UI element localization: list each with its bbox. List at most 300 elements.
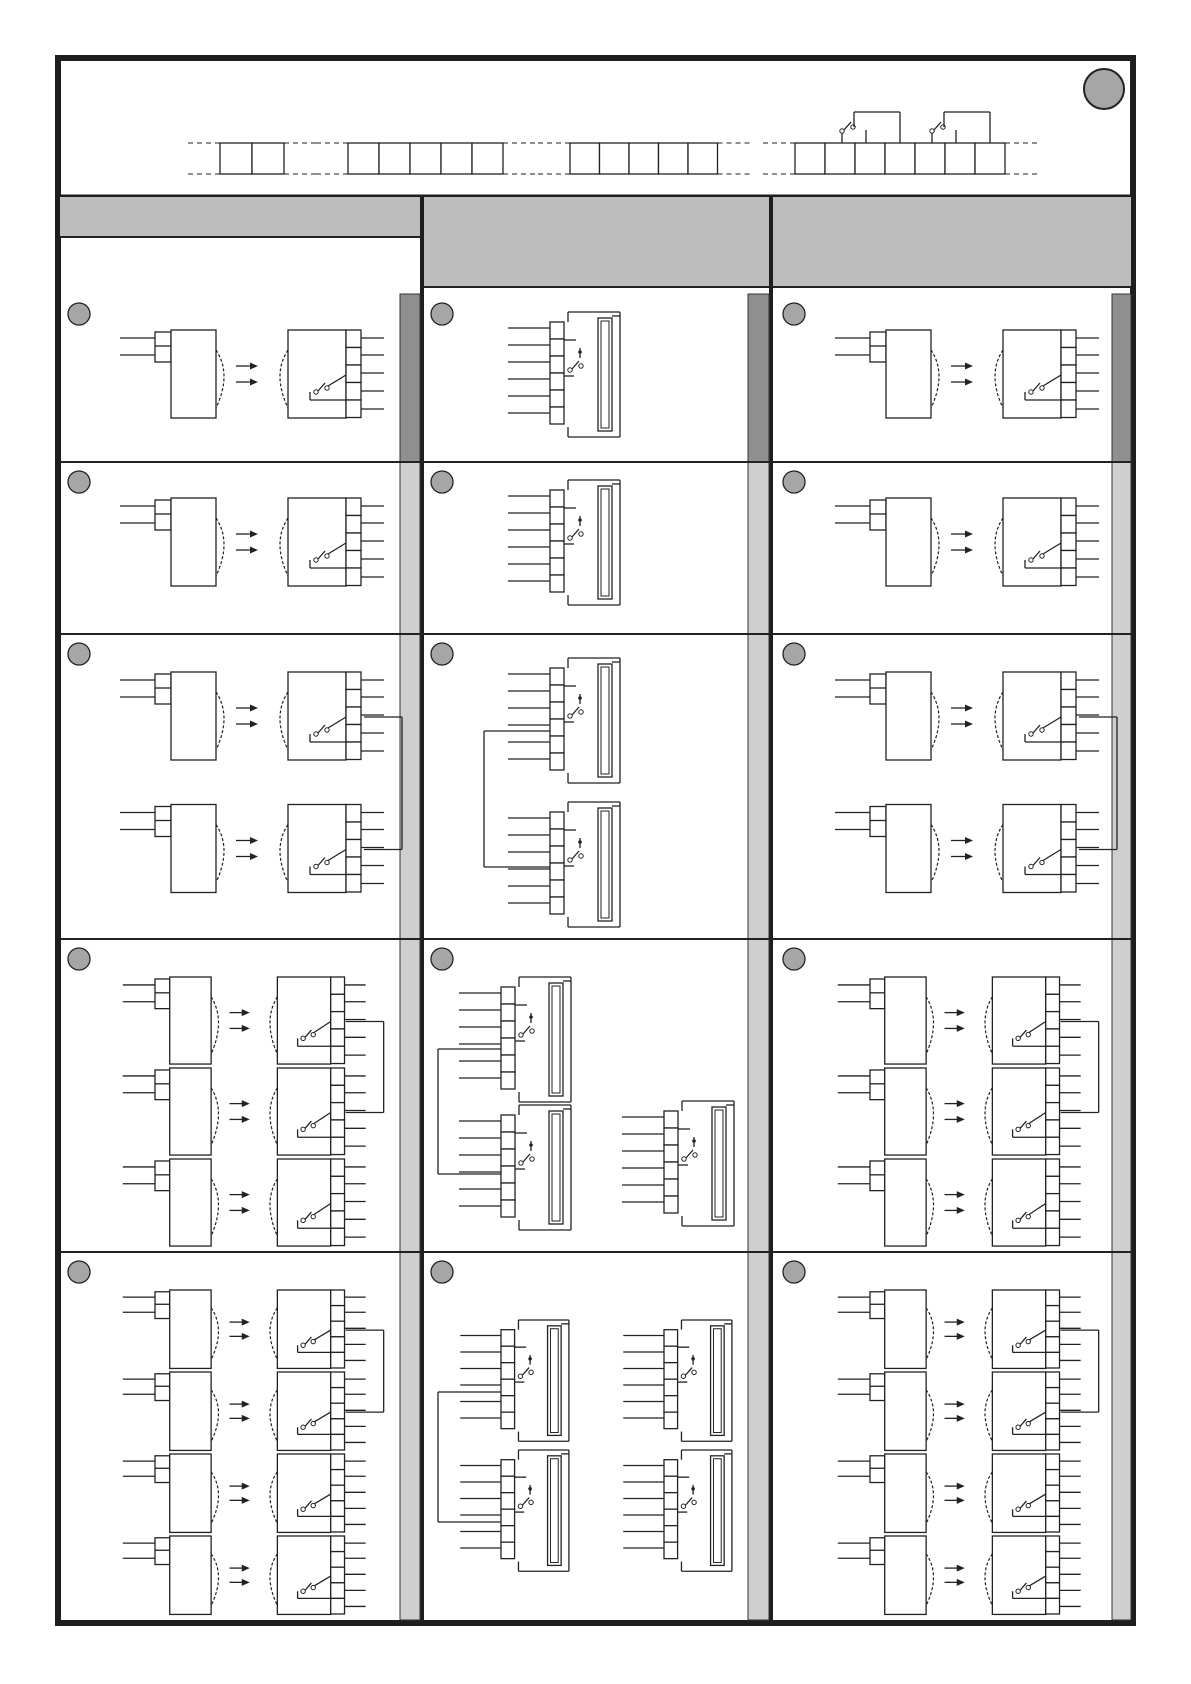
receiver-terminal (346, 672, 361, 690)
transmitter-receiver-pair (835, 498, 1099, 586)
col-middle-cell-4 (431, 948, 734, 1230)
contact-point (1040, 554, 1044, 558)
receiver-terminal (1046, 1068, 1060, 1085)
beam-arc (926, 1308, 933, 1360)
contact-point (579, 532, 583, 536)
transmitter-terminal (870, 1161, 885, 1191)
sensor-terminal (664, 1396, 678, 1412)
reflector-inner (552, 986, 560, 1093)
cell-badge (783, 1261, 805, 1283)
arrow-head (250, 853, 258, 860)
arrow-head (250, 363, 258, 370)
arrow-head (242, 1401, 250, 1408)
receiver-terminal (331, 1290, 345, 1306)
arrow-head (965, 363, 973, 370)
transmitter-terminal (870, 1070, 885, 1100)
cell-badge (783, 948, 805, 970)
arrow-head (957, 1565, 965, 1572)
arrow-head (957, 1207, 965, 1214)
contact-point (1016, 1589, 1020, 1593)
terminal-group (763, 143, 1037, 174)
arrow-head (250, 547, 258, 554)
signal-arrow (945, 1100, 965, 1107)
contact-dot (578, 840, 582, 844)
contact-point (692, 1370, 696, 1374)
signal-arrow (951, 705, 973, 712)
contact-point (529, 1370, 533, 1374)
transmitter-body (171, 672, 216, 760)
terminal-cell (441, 143, 472, 174)
receiver-body (288, 498, 346, 586)
diagram-cells (68, 303, 1117, 1614)
contact-point (1026, 1032, 1030, 1036)
arrow-head (965, 705, 973, 712)
receiver-terminal (346, 742, 361, 760)
sensor-terminal (501, 1132, 515, 1149)
sensor-terminal (550, 339, 564, 356)
sensor-terminal (501, 1055, 515, 1072)
contact-blade (572, 361, 579, 369)
receiver-terminal (1046, 1419, 1060, 1435)
signal-arrow (230, 1116, 250, 1123)
receiver-body (1003, 672, 1061, 760)
sensor-terminal (501, 1460, 515, 1476)
contact-point (1016, 1425, 1020, 1429)
arrow-head (957, 1116, 965, 1123)
arrow-head (250, 379, 258, 386)
receiver-terminal (346, 568, 361, 586)
receiver-terminal (331, 1552, 345, 1568)
contact-point (1040, 728, 1044, 732)
sensor-terminal (664, 1346, 678, 1362)
terminal-cell (659, 143, 689, 174)
arrow-head (250, 705, 258, 712)
sensor-terminal (501, 1115, 515, 1132)
sensor-terminal (550, 719, 564, 736)
contact-point (1029, 732, 1033, 736)
arrow-head (957, 1009, 965, 1016)
sensor-terminal (550, 829, 564, 846)
reflector-inner (550, 1459, 558, 1563)
sensor-terminal (550, 685, 564, 702)
receiver-terminal (1061, 742, 1076, 760)
contact-point (529, 1500, 533, 1504)
signal-arrow (945, 1497, 965, 1504)
arrow-head (242, 1565, 250, 1572)
arrow-head (957, 1497, 965, 1504)
receiver-terminal (346, 707, 361, 725)
transmitter-body (171, 330, 216, 418)
sensor-terminal (501, 1330, 515, 1346)
contact-point (1016, 1127, 1020, 1131)
receiver-arc (995, 825, 1003, 883)
beam-arc (216, 350, 224, 408)
contact-point (311, 1032, 315, 1036)
transmitter-terminal (155, 807, 171, 837)
signal-arrow (230, 1579, 250, 1586)
receiver-terminal (331, 1103, 345, 1120)
arrow-head (242, 1333, 250, 1340)
reflector-inner (713, 1459, 721, 1563)
receiver-terminal (346, 516, 361, 534)
contact-point (1016, 1343, 1020, 1347)
transmitter-terminal (870, 674, 886, 704)
transmitter-receiver-pair (838, 1372, 1081, 1450)
terminal-cell (600, 143, 630, 174)
transmitter-terminal (870, 1538, 885, 1565)
contact-point (930, 129, 934, 133)
transmitter-receiver-pair (123, 1454, 366, 1532)
receiver-terminal (1061, 400, 1076, 418)
contact-point (325, 728, 329, 732)
sensor-terminal (501, 1183, 515, 1200)
contact-point (681, 1504, 685, 1508)
transmitter-body (886, 805, 931, 893)
beam-arc (931, 825, 939, 883)
receiver-terminal (1061, 498, 1076, 516)
signal-arrow (230, 1565, 250, 1572)
beam-arc (926, 1472, 933, 1524)
signal-arrow (951, 547, 973, 554)
arrow-head (250, 721, 258, 728)
contact-point (1016, 1218, 1020, 1222)
beam-arc (926, 1390, 933, 1442)
sensor-terminal (550, 322, 564, 339)
receiver-terminal (1046, 1159, 1060, 1176)
contact-point (314, 390, 318, 394)
transmitter-terminal (155, 1292, 170, 1319)
receiver-terminal (1046, 1485, 1060, 1501)
sensor-terminal (550, 407, 564, 424)
receiver-terminal (1061, 690, 1076, 708)
relay-contact-b (930, 112, 990, 143)
col-right-side-bar-dark (1112, 294, 1131, 462)
receiver-body (992, 1536, 1045, 1614)
arrow-head (250, 531, 258, 538)
sensor-terminal (550, 490, 564, 507)
contact-point (314, 732, 318, 736)
sensor-terminal (664, 1493, 678, 1509)
transmitter-body (885, 1068, 926, 1155)
reflector-inner (601, 811, 609, 918)
transmitter-receiver-pair (123, 1536, 366, 1614)
receiver-terminal (1046, 1388, 1060, 1404)
signal-arrow (945, 1401, 965, 1408)
contact-point (840, 129, 844, 133)
contact-dot (691, 1487, 695, 1491)
signal-arrow (230, 1100, 250, 1107)
receiver-body (277, 1454, 330, 1532)
arrow-head (242, 1009, 250, 1016)
signal-arrow (230, 1009, 250, 1016)
signal-arrow (230, 1483, 250, 1490)
transmitter-receiver-pair (838, 1159, 1081, 1246)
col-middle-cell-2 (431, 471, 620, 605)
arrow-head (957, 1401, 965, 1408)
relay-contact-icon (568, 707, 583, 718)
reflector-inner (601, 321, 609, 428)
receiver-terminal (1046, 977, 1060, 994)
receiver-arc (985, 1472, 992, 1524)
cell-badge (431, 1261, 453, 1283)
receiver-arc (270, 1390, 277, 1442)
column-headers (60, 197, 1131, 287)
receiver-body (992, 1290, 1045, 1368)
col-left-side-bar-light (400, 462, 420, 1620)
terminal-cell (570, 143, 600, 174)
sensor-terminal (550, 558, 564, 575)
receiver-terminal (1046, 1012, 1060, 1029)
contact-point (568, 368, 572, 372)
contact-point (568, 714, 572, 718)
sensor-terminal (550, 736, 564, 753)
sensor-terminal (664, 1526, 678, 1542)
beam-arc (211, 1308, 218, 1360)
col-left-cell-4 (68, 948, 384, 1246)
arrow-head (250, 837, 258, 844)
receiver-terminal (1061, 725, 1076, 743)
transmitter-body (885, 1454, 926, 1532)
signal-arrow (951, 853, 973, 860)
transmitter-terminal (155, 1070, 170, 1100)
receiver-terminal (1046, 1516, 1060, 1532)
terminal-cell (945, 143, 975, 174)
arrow-head (965, 547, 973, 554)
sensor-terminal (550, 880, 564, 897)
receiver-terminal (1046, 1337, 1060, 1353)
contact-point (682, 1157, 686, 1161)
transmitter-receiver-pair (835, 330, 1099, 418)
terminal-cell (795, 143, 825, 174)
sensor-terminal (550, 812, 564, 829)
arrow-head (965, 837, 973, 844)
arrow-head (965, 853, 973, 860)
terminal-cell (855, 143, 885, 174)
relay-contact-icon (568, 851, 583, 862)
transmitter-receiver-pair (838, 1290, 1081, 1368)
signal-arrow (945, 1565, 965, 1572)
cell-badge (783, 471, 805, 493)
receiver-terminal (1046, 1103, 1060, 1120)
sensor-terminal (501, 1021, 515, 1038)
receiver-terminal (346, 533, 361, 551)
sensor-terminal (501, 1379, 515, 1395)
receiver-terminal (1046, 1372, 1060, 1388)
cell-badge (68, 643, 90, 665)
signal-arrow (230, 1333, 250, 1340)
reflector-inner (601, 667, 609, 774)
contact-point (518, 1504, 522, 1508)
contact-point (301, 1036, 305, 1040)
transmitter-receiver-pair (120, 330, 384, 418)
receiver-body (992, 977, 1045, 1064)
contact-point (1029, 558, 1033, 562)
signal-arrow (236, 531, 258, 538)
sensor-terminal (501, 1363, 515, 1379)
receiver-arc (280, 692, 288, 750)
receiver-terminal (331, 1120, 345, 1137)
receiver-terminal (1046, 1046, 1060, 1063)
receiver-terminal (331, 1388, 345, 1404)
signal-arrow (236, 721, 258, 728)
receiver-terminal (331, 1228, 345, 1245)
transmitter-receiver-pair (120, 672, 384, 760)
reflector-inner (601, 489, 609, 596)
contact-point (311, 1214, 315, 1218)
sensor-terminal (664, 1509, 678, 1525)
receiver-terminal (331, 1137, 345, 1154)
contact-point (325, 554, 329, 558)
col-right-cell-1 (783, 303, 1099, 418)
receiver-arc (995, 350, 1003, 408)
receiver-terminal (346, 348, 361, 366)
receiver-terminal (1046, 1211, 1060, 1228)
beam-arc (926, 1179, 933, 1236)
sensor-terminal (501, 1004, 515, 1021)
sensor-terminal (664, 1476, 678, 1492)
terminal-cell (688, 143, 718, 174)
cell-badge (431, 948, 453, 970)
terminal-cell (252, 143, 284, 174)
reflex-sensor (623, 1320, 732, 1441)
cell-badge (68, 1261, 90, 1283)
receiver-arc (270, 997, 277, 1054)
sensor-terminal (664, 1128, 678, 1145)
arrow-head (957, 1319, 965, 1326)
header (188, 69, 1124, 174)
transmitter-receiver-pair (123, 1290, 366, 1368)
contact-point (1029, 390, 1033, 394)
arrow-head (242, 1319, 250, 1326)
cell-badge (783, 643, 805, 665)
contact-point (301, 1218, 305, 1222)
relay-contact-icon (840, 122, 855, 133)
transmitter-receiver-pair (835, 805, 1099, 893)
signal-arrow (236, 853, 258, 860)
receiver-body (277, 1068, 330, 1155)
signal-arrow (945, 1207, 965, 1214)
receiver-terminal (331, 977, 345, 994)
receiver-terminal (331, 1372, 345, 1388)
sensor-terminal (550, 356, 564, 373)
receiver-terminal (1046, 1352, 1060, 1368)
receiver-terminal (1046, 1306, 1060, 1322)
receiver-terminal (331, 1337, 345, 1353)
signal-arrow (230, 1415, 250, 1422)
cell-badge (783, 303, 805, 325)
transmitter-body (170, 1068, 211, 1155)
transmitter-terminal (870, 500, 886, 530)
receiver-body (992, 1068, 1045, 1155)
signal-arrow (230, 1191, 250, 1198)
receiver-body (288, 672, 346, 760)
col-right-cell-3 (783, 643, 1117, 893)
receiver-terminal (331, 1012, 345, 1029)
col-middle-cell-1 (431, 303, 620, 437)
contact-point (1040, 860, 1044, 864)
relay-contact-a (840, 112, 900, 143)
contact-point (1029, 864, 1033, 868)
header-terminal-strip (188, 112, 1037, 174)
sensor-terminal (550, 541, 564, 558)
contact-dot (529, 1015, 533, 1019)
receiver-body (277, 1372, 330, 1450)
contact-dot (528, 1487, 532, 1491)
sensor-terminal (550, 524, 564, 541)
receiver-terminal (1046, 1598, 1060, 1614)
receiver-terminal (346, 690, 361, 708)
terminal-cell (825, 143, 855, 174)
sensor-terminal (664, 1379, 678, 1395)
receiver-terminal (346, 822, 361, 840)
relay-contact-icon (681, 1498, 696, 1509)
receiver-body (992, 1159, 1045, 1246)
contact-blade (844, 122, 851, 130)
cell-badge (431, 471, 453, 493)
col-left-cell-2 (68, 471, 384, 586)
contact-point (681, 1374, 685, 1378)
receiver-arc (985, 1554, 992, 1606)
contact-point (301, 1507, 305, 1511)
relay-contact-icon (568, 529, 583, 540)
receiver-terminal (346, 498, 361, 516)
receiver-terminal (346, 551, 361, 569)
beam-arc (216, 518, 224, 576)
receiver-terminal (1046, 1454, 1060, 1470)
transmitter-terminal (155, 1374, 170, 1401)
contact-point (579, 710, 583, 714)
beam-arc (931, 518, 939, 576)
signal-arrow (945, 1009, 965, 1016)
transmitter-receiver-pair (123, 1068, 366, 1155)
arrow-head (957, 1415, 965, 1422)
transmitter-body (885, 1159, 926, 1246)
sensor-terminal (664, 1542, 678, 1558)
sensor-terminal (550, 668, 564, 685)
signal-arrow (945, 1116, 965, 1123)
receiver-terminal (331, 1403, 345, 1419)
transmitter-terminal (870, 1374, 885, 1401)
receiver-terminal (331, 1598, 345, 1614)
header-badge (1084, 69, 1124, 109)
signal-arrow (230, 1401, 250, 1408)
receiver-terminal (1046, 1536, 1060, 1552)
contact-dot (578, 518, 582, 522)
contact-point (530, 1029, 534, 1033)
receiver-terminal (1061, 822, 1076, 840)
sensor-terminal (550, 702, 564, 719)
receiver-terminal (331, 1029, 345, 1046)
receiver-terminal (1061, 707, 1076, 725)
signal-arrow (945, 1415, 965, 1422)
receiver-terminal (331, 1501, 345, 1517)
transmitter-terminal (870, 332, 886, 362)
signal-arrow (945, 1025, 965, 1032)
col-right-cell-4 (783, 948, 1099, 1246)
relay-contact-icon (682, 1150, 697, 1161)
receiver-terminal (1061, 516, 1076, 534)
cell-badge (431, 643, 453, 665)
arrow-head (957, 1191, 965, 1198)
beam-arc (931, 350, 939, 408)
arrow-head (957, 1333, 965, 1340)
sensor-terminal (501, 1149, 515, 1166)
beam-arc (926, 1088, 933, 1145)
transmitter-body (170, 1159, 211, 1246)
receiver-terminal (1046, 1321, 1060, 1337)
terminal-cell (629, 143, 659, 174)
transmitter-body (885, 1536, 926, 1614)
